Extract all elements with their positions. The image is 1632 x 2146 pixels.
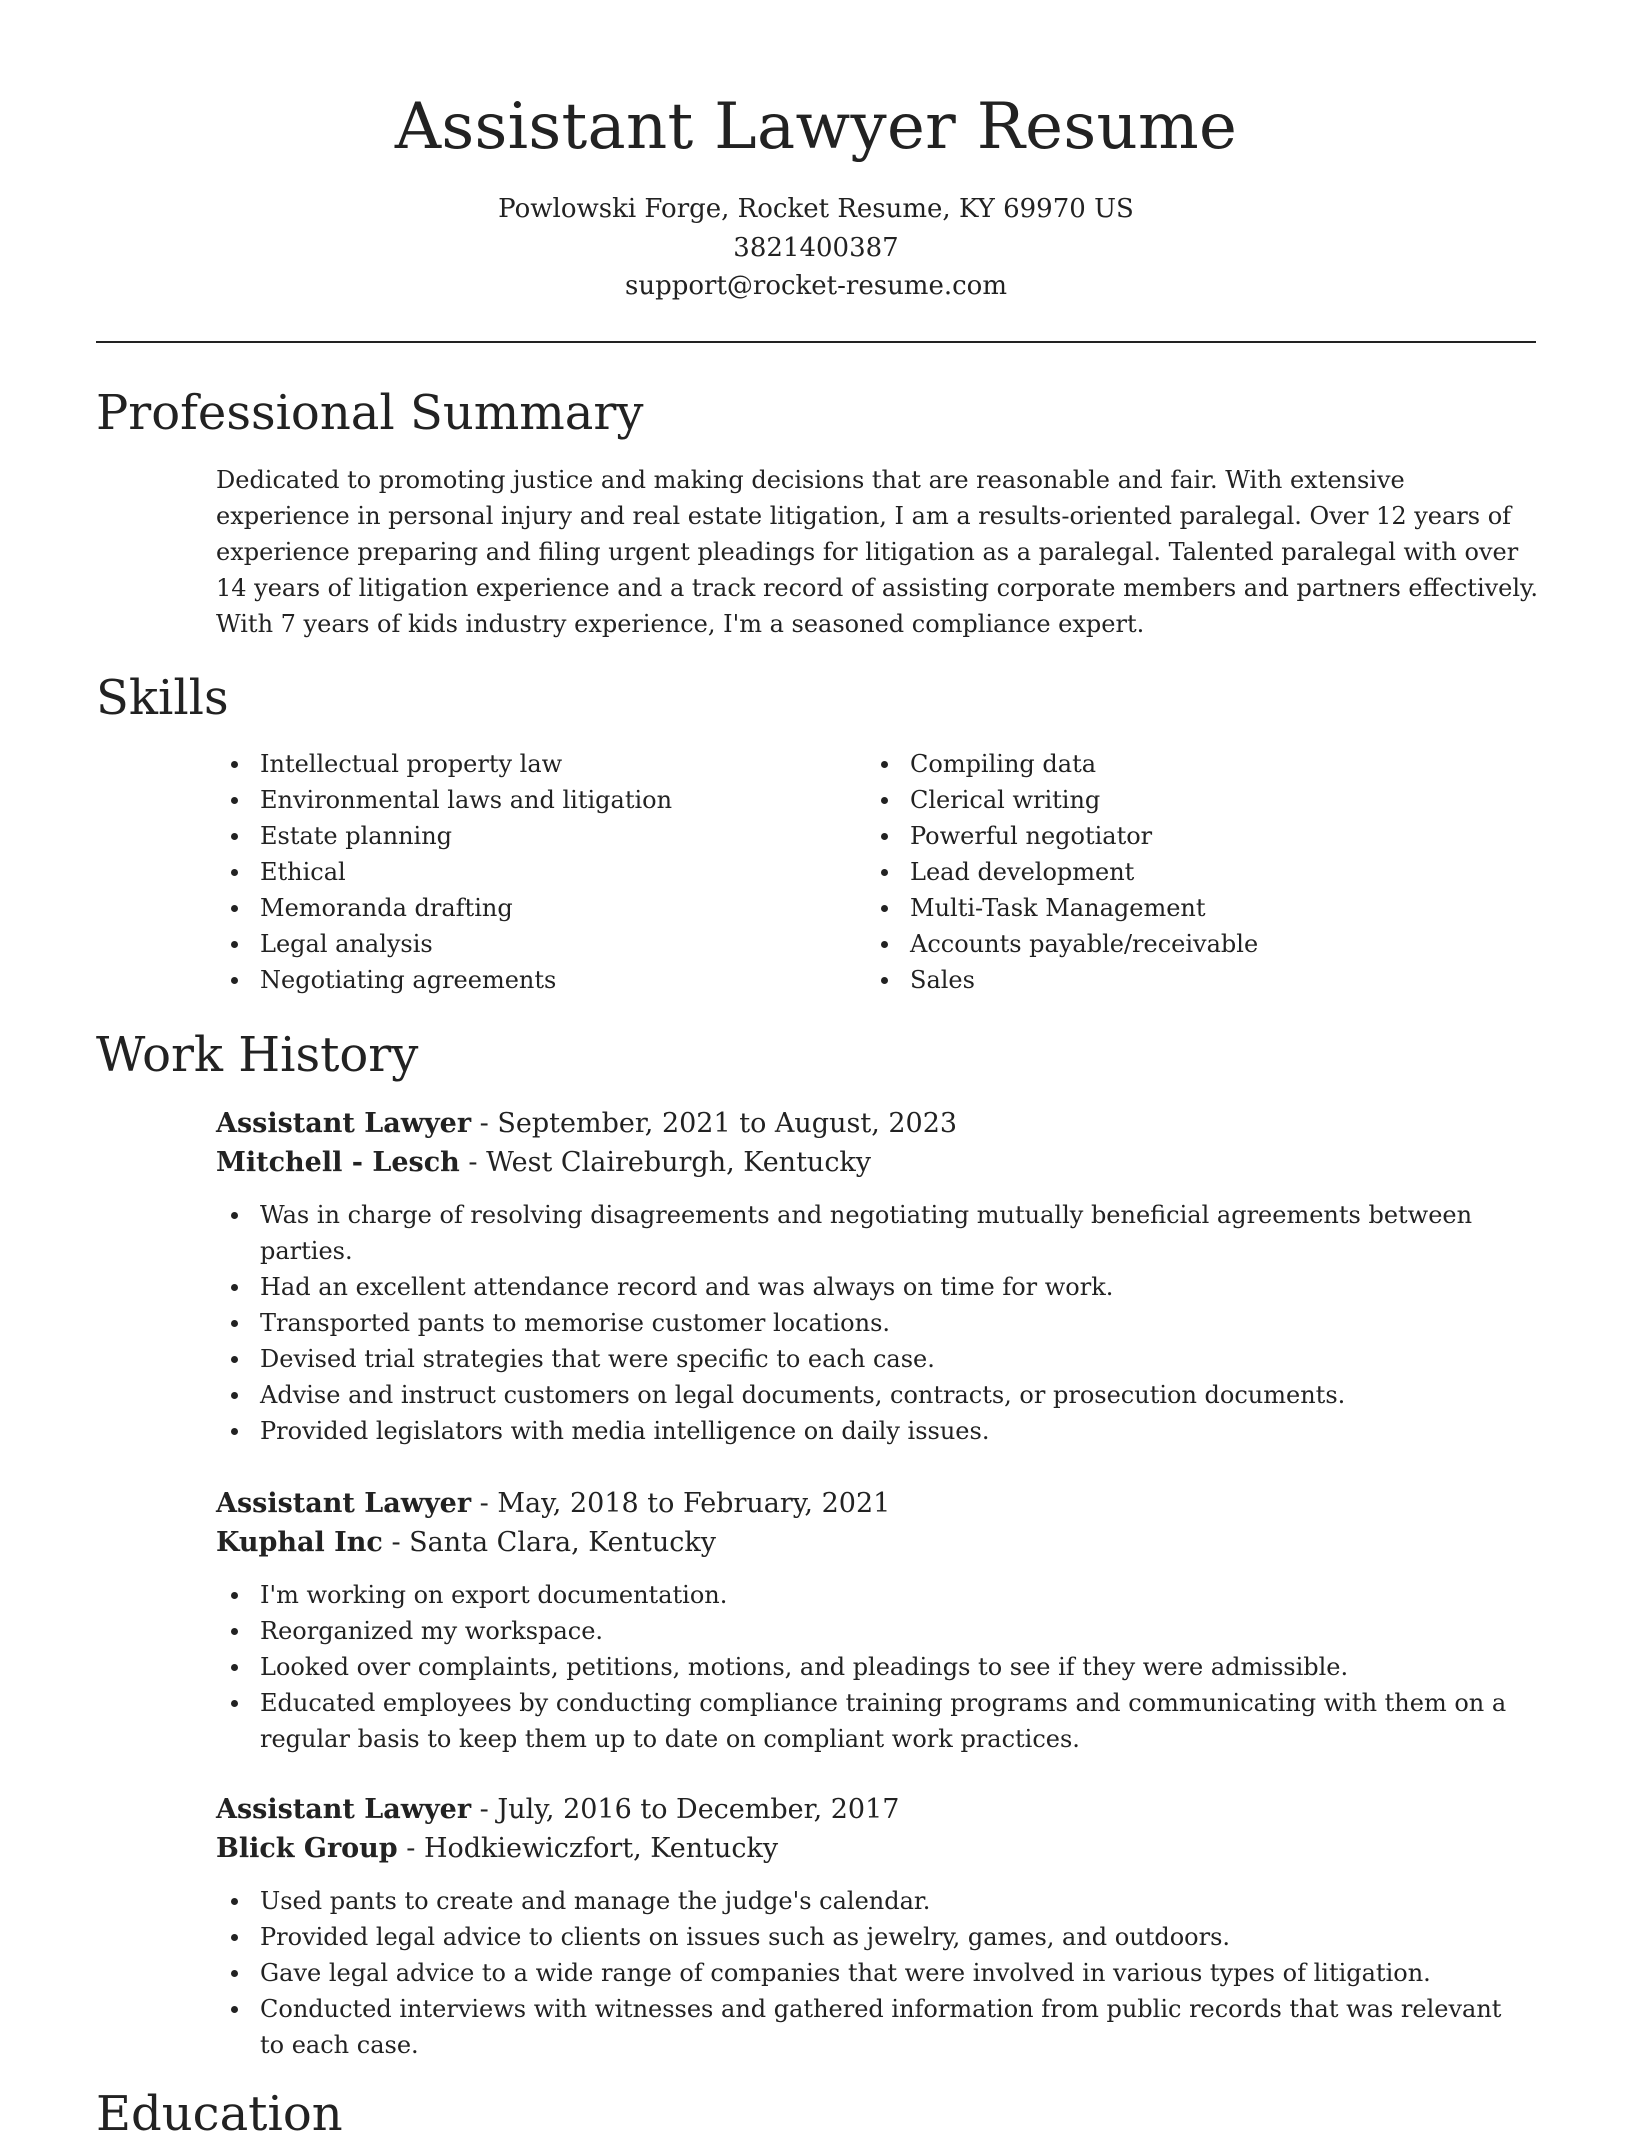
contact-email: support@rocket-resume.com [624,271,1007,301]
job-title: Assistant Lawyer [216,1794,472,1825]
job-title-line [216,1790,1546,1829]
job-duty: Looked over complaints, petitions, motions, and pleadings to see if they were admissible. [216,1649,1546,1685]
job-entry [216,1790,1546,2063]
job-duty: I'm working on export documentation. [216,1577,1546,1613]
job-title: Assistant Lawyer [216,1488,472,1519]
job-title-line [216,1104,1546,1143]
job-dates: - July, 2016 to December, 2017 [471,1794,900,1825]
job-entry [216,1104,1546,1449]
summary-text: Dedicated to promoting justice and making decisions that are reasonable and fair. With extensive experience in personal injury and real estate litigation, I am a results-oriented paralegal. Over 12 years of experience preparing and filing urgent pleadings for litigation as a paralegal. Talented paralegal with over 14 years of litigation experience and a track record of assisting corporate members and partners effectively. With 7 years of kids industry experience, I'm a seasoned compliance expert. [216,466,1539,638]
skills-list-right [866,746,1526,998]
job-entry [216,1484,1546,1757]
header-divider [96,341,1536,343]
job-location: - West Claireburgh, Kentucky [459,1147,872,1178]
skill-item: Compiling data [866,746,1526,782]
skill-item: Negotiating agreements [216,962,836,998]
contact-phone: 3821400387 [733,233,899,263]
job-duty: Conducted interviews with witnesses and gathered information from public records that was relevant to each case. [216,1991,1546,2063]
job-duty: Was in charge of resolving disagreements and negotiating mutually beneficial agreements between parties. [216,1197,1546,1269]
job-duty: Provided legislators with media intelligence on daily issues. [216,1413,1546,1449]
job-duty: Transported pants to memorise customer locations. [216,1305,1546,1341]
job-duty: Provided legal advice to clients on issues such as jewelry, games, and outdoors. [216,1919,1546,1955]
job-company-line [216,1829,1546,1868]
skill-item: Accounts payable/receivable [866,926,1526,962]
job-dates: - September, 2021 to August, 2023 [471,1108,958,1139]
skill-item: Lead development [866,854,1526,890]
job-duty: Reorganized my workspace. [216,1613,1546,1649]
education-heading: Education [96,2086,343,2142]
work-history-heading: Work History [96,1027,419,1083]
job-duties [216,1577,1546,1757]
job-duties [216,1883,1546,2063]
job-company: Mitchell - Lesch [216,1147,460,1178]
skill-item: Sales [866,962,1526,998]
skill-item: Intellectual property law [216,746,836,782]
skill-item: Estate planning [216,818,836,854]
summary-heading: Professional Summary [96,385,644,441]
job-company: Blick Group [216,1833,398,1864]
job-company-line [216,1523,1546,1562]
job-company-line [216,1143,1546,1182]
skill-item: Environmental laws and litigation [216,782,836,818]
job-title: Assistant Lawyer [216,1108,472,1139]
skill-item: Clerical writing [866,782,1526,818]
job-duty: Educated employees by conducting compliance training programs and communicating with them on a regular basis to keep them up to date on compliant work practices. [216,1685,1546,1757]
job-company: Kuphal Inc [216,1527,383,1558]
job-location: - Hodkiewiczfort, Kentucky [397,1833,779,1864]
skill-item: Powerful negotiator [866,818,1526,854]
job-duty: Used pants to create and manage the judge's calendar. [216,1883,1546,1919]
job-location: - Santa Clara, Kentucky [382,1527,717,1558]
skill-item: Memoranda drafting [216,890,836,926]
skills-heading: Skills [96,670,229,726]
job-duties [216,1197,1546,1449]
skill-item: Legal analysis [216,926,836,962]
skill-item: Multi-Task Management [866,890,1526,926]
contact-address: Powlowski Forge, Rocket Resume, KY 69970 US [498,194,1134,224]
job-duty: Gave legal advice to a wide range of companies that were involved in various types of litigation. [216,1955,1546,1991]
job-duty: Advise and instruct customers on legal documents, contracts, or prosecution documents. [216,1377,1546,1413]
job-title-line [216,1484,1546,1523]
skills-list-left [216,746,836,998]
skill-item: Ethical [216,854,836,890]
resume-title: Assistant Lawyer Resume [394,90,1238,164]
job-duty: Devised trial strategies that were specific to each case. [216,1341,1546,1377]
job-duty: Had an excellent attendance record and was always on time for work. [216,1269,1546,1305]
job-dates: - May, 2018 to February, 2021 [471,1488,891,1519]
